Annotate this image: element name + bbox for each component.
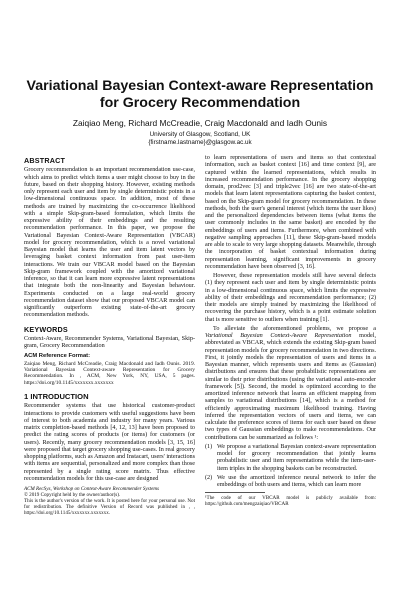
- venue-note: ACM RecSys, Workshop on Context-Aware Recommender Systems: [24, 486, 160, 493]
- introduction-text: Recommender systems that use historical customer-product interactions to provide customers with useful suggestions have been of interest to both academia and industry for many years. Various matrix completion-based methods [4, 12, 13] have been proposed to predict the rating scores of products (or items) for customers (or users). Recently, many grocery recommendation models [3, 15, 16] were proposed that target grocery shopping use-cases. In real grocery shopping platforms, such as Amazon and Instacart, users' interactions with items are sequential, personalized and more complex than those represented by a single rating score matrix. Thus effective recommendation models for this use-case are designed: [24, 403, 195, 482]
- reference-format-text: Zaiqiao Meng, Richard McCreadie, Craig Macdonald and Iadh Ounis. 2019. Variational Bayesian Context-aware Representation for Grocery Recommendation. In , ACM, New York, NY, USA, 5 pages. https://doi.org/10.1145/xxxxxxx.xxxxxxx: [24, 360, 195, 386]
- left-column: [24, 155, 195, 516]
- reference-format-heading: ACM Reference Format:: [24, 353, 91, 360]
- abstract-text: Grocery recommendation is an important recommendation use-case, which aims to predict which items a user might choose to buy in the future, based on their shopping history. However, existing methods only represent each user and item by single deterministic points in a low-dimensional continuous space. In addition, most of these methods are trained by maximizing the co-occurrence likelihood with a simple Skip-gram-based formulation, which limits the expressive ability of their embeddings and the resulting recommendation performance. In this paper, we propose the Variational Bayesian Context-Aware Representation (VBCAR) model for grocery recommendation, which is a novel variational Bayesian model that learns the user and item latent vectors by leveraging basket context information from past user-item interactions. We train our VBCAR model based on the Bayesian Skip-gram framework coupled with the amortized variational inference, so that it can learn more expressive latent representations that integrate both the non-linearity and Bayesian behaviour. Experiments conducted on a large real-world grocery recommendation dataset show that our proposed VBCAR model can significantly outperform existing state-of-the-art grocery recommendation methods.: [24, 167, 195, 319]
- intro-paragraph-1: to learn representations of users and items so that contextual information, such as basket context [16] and time context [9], are captured within the learned representations, which results in increased recommendation performance. In the grocery shopping domain, prod2vec [3] and triple2vec [16] are two state-of-the-art models that learn latent representations capturing the basket context, based on the Skip-gram model for grocery recommendation. In these methods, both the user's general interest (which items the user likes) and the personalized dependencies between items (what items the user commonly includes in the same basket) are encoded by the embeddings of users and items. Furthermore, when combined with negative sampling approaches [11], these Skip-gram-based models are able to scale to very large shopping datasets. Meanwhile, through the incorporation of basket contextual information during representation learning, significant improvements in grocery recommendation have been observed [3, 16].: [205, 155, 376, 270]
- author-email: {firstname.lastname}@glasgow.ac.uk: [148, 139, 252, 146]
- author-list: Zaiqiao Meng, Richard McCreadie, Craig Macdonald and Iadh Ounis: [72, 118, 328, 128]
- model-name-emphasis: Variational Bayesian Context-Aware Representation: [205, 333, 352, 339]
- introduction-heading: 1 INTRODUCTION: [24, 392, 89, 402]
- intro-paragraph-3: [205, 326, 376, 442]
- p3-lead: To alleviate the aforementioned problems, we propose a: [213, 325, 376, 332]
- copyright-note: © 2019 Copyright held by the owner/author(s).: [24, 492, 121, 499]
- abstract-heading: ABSTRACT: [24, 156, 66, 165]
- affiliation: University of Glasgow, Scotland, UK: [149, 131, 251, 138]
- contribution-1-text: We propose a variational Bayesian context-aware representation model for grocery recommendation that jointly learns probabilistic user and item representations while the item-user-item triples in the shopping baskets can be reconstructed.: [217, 443, 376, 472]
- two-column-body: [24, 155, 376, 516]
- intro-paragraph-2: However, these representation models still have several defects (1) they represent each user and item by single deterministic points in a low-dimensional continuous space, which limits the expressive ability of their embeddings and recommendation performance; (2) their models are simply trained by maximizing the likelihood of recovering the purchase history, which is a point estimate solution that is more sensitive to outliers when training [1].: [205, 273, 376, 323]
- keywords-heading: KEYWORDS: [24, 324, 68, 334]
- contribution-2: [205, 475, 376, 490]
- keywords-text: Context-Aware, Recommender Systems, Variational Bayesian, Skip-gram, Grocery Recommendation: [24, 335, 195, 349]
- paper-title: Variational Bayesian Context-aware Representation for Grocery Recommendation: [26, 78, 374, 111]
- authors-version-note: This is the author's version of the work. It is posted here for your personal use. Not for redistribution. The definitive Version of Record was published in , , https://doi.org/10.1145/xxxxxxx.xxxxxxx.: [24, 498, 195, 517]
- footnote-rule: [205, 492, 265, 493]
- contribution-1: [205, 444, 376, 473]
- right-column: [205, 155, 376, 516]
- code-footnote: ¹The code of our VBCAR model is publicly available from: https://github.com/mengzaiqiao/VBCAR: [205, 495, 376, 508]
- contribution-2-number: (2): [205, 474, 213, 481]
- contribution-2-text: We use the amortized inference neural network to infer the embeddings of both users and items, which can learn more: [217, 474, 376, 488]
- contribution-1-number: (1): [205, 443, 213, 450]
- p3-rest: model, abbreviated as VBCAR, which extends the existing Skip-gram based representation models for grocery recommendation in two directions. First, it jointly models the representation of users and items in a Bayesian manner, which represents users and items as (Gaussian) distributions and ensures that these probabilistic representations are similar to their prior distributions (using the variational auto-encoder framework [5]). Second, the model is optimized according to the amortized inference network that learns an efficient mapping from samples to variational distributions [14], which is a method for efficiently approximating maximum likelihood training. Having inferred the representation vectors of users and items, we can calculate the preference scores of items for each user based on these two types of Gaussian embeddings to make recommendations. Our contributions can be summarized as follows ¹:: [205, 333, 377, 441]
